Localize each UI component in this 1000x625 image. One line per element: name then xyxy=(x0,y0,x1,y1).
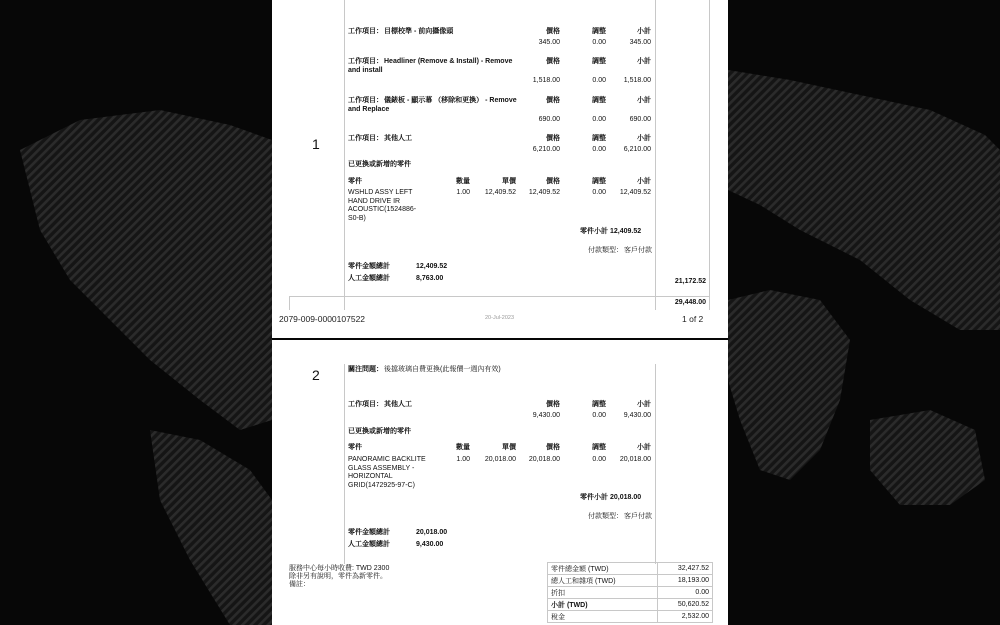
part-unit-price: 12,409.52 xyxy=(484,189,516,196)
adjust-header: 調整 xyxy=(592,444,606,451)
part-name: WSHLD ASSY LEFT HAND DRIVE IR ACOUSTIC(1524886-S0-B) xyxy=(348,189,417,222)
task-price: 6,210.00 xyxy=(532,146,560,153)
summary-value: 18,193.00 xyxy=(658,575,713,587)
grand-total: 29,448.00 xyxy=(674,299,706,306)
unit-price-header: 單價 xyxy=(502,444,516,451)
task-name: 儀錶板 - 顯示幕 （移除和更換） - Remove and Replace xyxy=(348,97,517,113)
summary-label: 折扣 xyxy=(548,587,658,599)
invoice-page-1 xyxy=(272,0,728,338)
concern-text: 後擋玻璃自費更換(此報價一週內有效) xyxy=(384,366,501,373)
parts-heading: 已更換或新增的零件 xyxy=(348,161,411,168)
row-number: 1 xyxy=(312,136,320,152)
table-border xyxy=(289,296,709,297)
concern-label: 關注問題： xyxy=(348,366,383,373)
subtotal-header: 小計 xyxy=(637,135,651,142)
subtotal-header: 小計 xyxy=(637,444,651,451)
table-border xyxy=(709,0,710,310)
parts-subtotal-value: 20,018.00 xyxy=(610,494,642,501)
table-row xyxy=(548,611,713,623)
summary-value: 32,427.52 xyxy=(658,563,713,575)
task-label: 工作項目： xyxy=(348,401,383,408)
parts-total-value: 20,018.00 xyxy=(416,529,448,536)
summary-value: 0.00 xyxy=(658,587,713,599)
summary-value: 2,532.00 xyxy=(658,611,713,623)
part-qty: 1.00 xyxy=(456,456,470,463)
task-name: Headliner (Remove & Install) - Remove and install xyxy=(348,58,513,74)
price-header: 價格 xyxy=(546,58,560,65)
row-total: 21,172.52 xyxy=(674,278,706,285)
task-adjust: 0.00 xyxy=(592,116,606,123)
document-date: 20-Jul-2023 xyxy=(485,315,515,321)
unit-price-header: 單價 xyxy=(502,178,516,185)
task-subtotal: 345.00 xyxy=(629,39,651,46)
parts-subtotal-label: 零件小計 xyxy=(580,228,608,235)
task-price: 345.00 xyxy=(538,39,560,46)
labor-total-value: 9,430.00 xyxy=(416,541,444,548)
price-header: 價格 xyxy=(546,401,560,408)
table-border xyxy=(289,296,290,310)
part-price: 20,018.00 xyxy=(528,456,560,463)
part-adjust: 0.00 xyxy=(592,189,606,196)
task-subtotal: 9,430.00 xyxy=(623,412,651,419)
summary-label: 小計 (TWD) xyxy=(548,599,658,611)
task-label: 工作項目： xyxy=(348,97,383,104)
parts-subtotal-value: 12,409.52 xyxy=(610,228,642,235)
labor-total-label: 人工金額總計 xyxy=(348,275,390,282)
task-name: 目標校準 - 前向攝像頭 xyxy=(384,28,454,35)
part-header: 零件 xyxy=(348,178,362,185)
summary-value: 50,620.52 xyxy=(658,599,713,611)
summary-label: 總人工和雜項 (TWD) xyxy=(548,575,658,587)
payment-type-label: 付款類型： xyxy=(588,247,623,254)
payment-type-value: 客戶付款 xyxy=(624,247,652,254)
subtotal-header: 小計 xyxy=(637,58,651,65)
table-border xyxy=(655,364,656,564)
adjust-header: 調整 xyxy=(592,97,606,104)
labor-total-label: 人工金額總計 xyxy=(348,541,390,548)
table-row xyxy=(548,563,713,575)
table-border xyxy=(655,0,656,310)
part-unit-price: 20,018.00 xyxy=(484,456,516,463)
parts-subtotal-label: 零件小計 xyxy=(580,494,608,501)
price-header: 價格 xyxy=(546,97,560,104)
task-label: 工作項目： xyxy=(348,135,383,142)
adjust-header: 調整 xyxy=(592,178,606,185)
table-border xyxy=(344,364,345,564)
subtotal-header: 小計 xyxy=(637,178,651,185)
table-border xyxy=(344,0,345,310)
summary-label: 稅金 xyxy=(548,611,658,623)
part-header: 零件 xyxy=(348,444,362,451)
adjust-header: 調整 xyxy=(592,28,606,35)
task-name: 其他人工 xyxy=(384,135,412,142)
price-header: 價格 xyxy=(546,135,560,142)
qty-header: 數量 xyxy=(456,178,470,185)
subtotal-header: 小計 xyxy=(637,401,651,408)
price-header: 價格 xyxy=(546,444,560,451)
payment-type-value: 客戶付款 xyxy=(624,513,652,520)
qty-header: 數量 xyxy=(456,444,470,451)
task-price: 690.00 xyxy=(538,116,560,123)
table-row xyxy=(548,575,713,587)
table-row xyxy=(548,599,713,611)
labor-total-value: 8,763.00 xyxy=(416,275,444,282)
parts-total-label: 零件金額總計 xyxy=(348,263,390,270)
task-subtotal: 1,518.00 xyxy=(623,77,651,84)
task-adjust: 0.00 xyxy=(592,39,606,46)
part-subtotal: 12,409.52 xyxy=(619,189,651,196)
task-label: 工作項目： xyxy=(348,58,383,65)
task-subtotal: 6,210.00 xyxy=(623,146,651,153)
document-id: 2079-009-0000107522 xyxy=(279,314,366,324)
price-header: 價格 xyxy=(546,178,560,185)
page-number: 1 of 2 xyxy=(682,314,704,324)
price-header: 價格 xyxy=(546,28,560,35)
table-row xyxy=(548,587,713,599)
note-line: 服務中心每小時收費: TWD 2300 xyxy=(289,565,390,572)
note-line: 除非另有說明，零件為新零件。 xyxy=(289,573,387,580)
adjust-header: 調整 xyxy=(592,135,606,142)
row-number: 2 xyxy=(312,367,320,383)
note-line: 備註： xyxy=(289,581,310,588)
task-adjust: 0.00 xyxy=(592,77,606,84)
parts-heading: 已更換或新增的零件 xyxy=(348,428,411,435)
adjust-header: 調整 xyxy=(592,58,606,65)
task-name: 其他人工 xyxy=(384,401,412,408)
payment-type-label: 付款類型： xyxy=(588,513,623,520)
summary-table xyxy=(547,562,713,623)
part-name: PANORAMIC BACKLITE GLASS ASSEMBLY - HORIZONTAL GRID(1472925-97-C) xyxy=(348,456,426,489)
task-adjust: 0.00 xyxy=(592,146,606,153)
part-subtotal: 20,018.00 xyxy=(619,456,651,463)
task-price: 1,518.00 xyxy=(532,77,560,84)
part-qty: 1.00 xyxy=(456,189,470,196)
summary-label: 零件總金額 (TWD) xyxy=(548,563,658,575)
adjust-header: 調整 xyxy=(592,401,606,408)
subtotal-header: 小計 xyxy=(637,97,651,104)
task-adjust: 0.00 xyxy=(592,412,606,419)
parts-total-value: 12,409.52 xyxy=(416,263,448,270)
task-price: 9,430.00 xyxy=(532,412,560,419)
part-price: 12,409.52 xyxy=(528,189,560,196)
parts-total-label: 零件金額總計 xyxy=(348,529,390,536)
part-adjust: 0.00 xyxy=(592,456,606,463)
invoice-page-2 xyxy=(272,340,728,625)
task-subtotal: 690.00 xyxy=(629,116,651,123)
task-label: 工作項目： xyxy=(348,28,383,35)
subtotal-header: 小計 xyxy=(637,28,651,35)
